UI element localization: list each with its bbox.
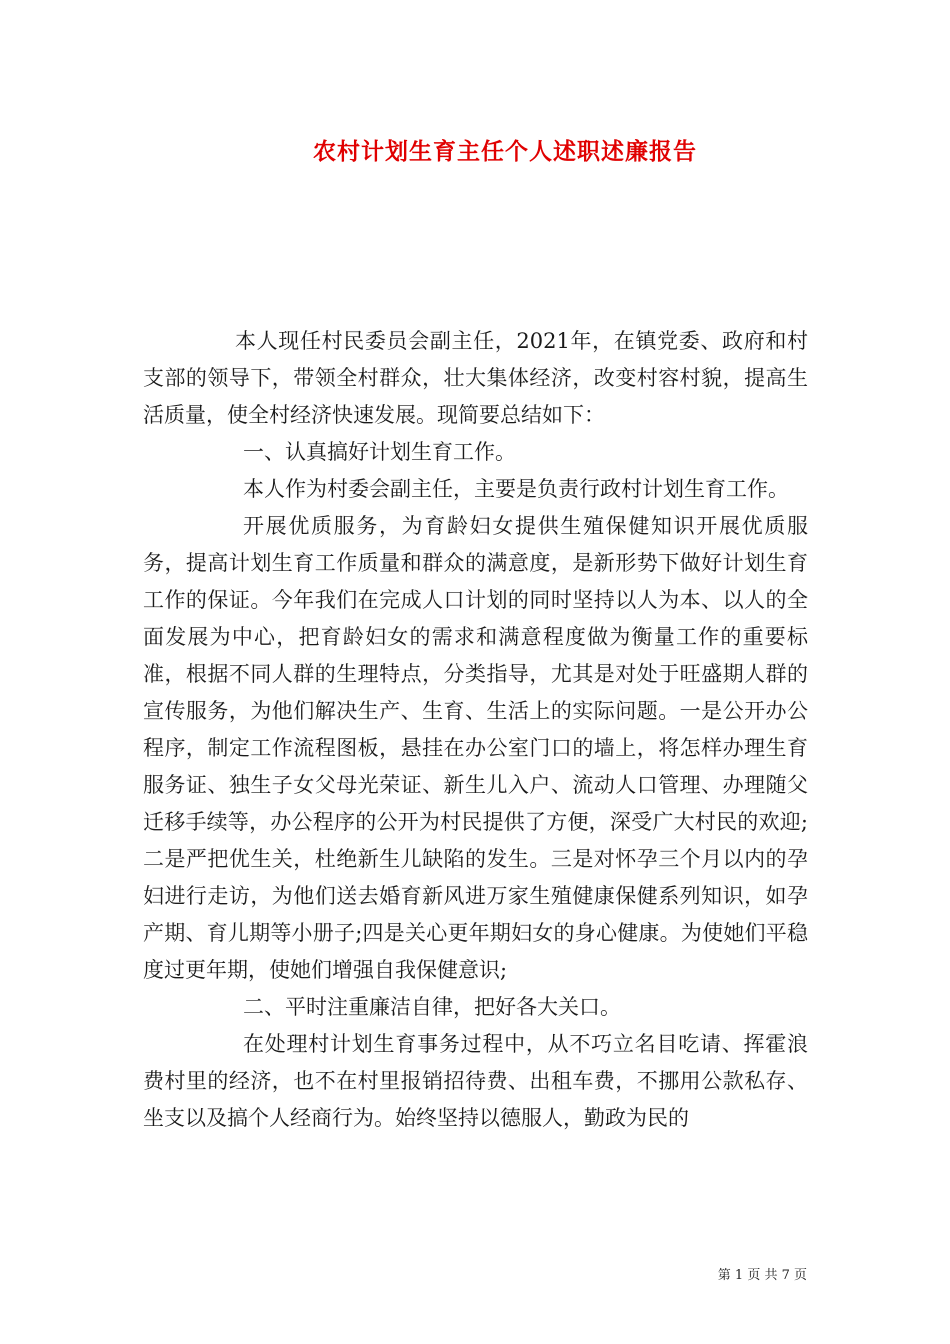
paragraph-intro: 本人现任村民委员会副主任，2021年，在镇党委、政府和村支部的领导下，带领全村群众，壮大集体经济，改变村容村貌，提高生活质量，使全村经济快速发展。现简要总结如下： [143, 329, 808, 427]
paragraph-integrity: 在处理村计划生育事务过程中，从不巧立名目吃请、挥霍浪费村里的经济，也不在村里报销招待费、出租车费，不挪用公款私存、坐支以及搞个人经商行为。始终坚持以德服人，勤政为民的 [143, 1032, 808, 1130]
paragraph-role: 本人作为村委会副主任，主要是负责行政村计划生育工作。 [243, 477, 789, 501]
section-heading-2: 二、平时注重廉洁自律，把好各大关口。 [243, 995, 621, 1019]
document-body [143, 323, 808, 1137]
document-title: 农村计划生育主任个人述职述廉报告 [313, 138, 697, 165]
paragraph-service: 开展优质服务，为育龄妇女提供生殖保健知识开展优质服务，提高计划生育工作质量和群众的满意度，是新形势下做好计划生育工作的保证。今年我们在完成人口计划的同时坚持以人为本、以人的全面发展为中心，把育龄妇女的需求和满意程度做为衡量工作的重要标准，根据不同人群的生理特点，分类指导，尤其是对处于旺盛期人群的宣传服务，为他们解决生产、生育、生活上的实际问题。一是公开办公程序，制定工作流程图板，悬挂在办公室门口的墙上，将怎样办理生育服务证、独生子女父母光荣证、新生儿入户、流动人口管理、办理随父迁移手续等，办公程序的公开为村民提供了方便，深受广大村民的欢迎;二是严把优生关，杜绝新生儿缺陷的发生。三是对怀孕三个月以内的孕妇进行走访，为他们送去婚育新风进万家生殖健康保健系列知识，如孕产期、育儿期等小册子;四是关心更年期妇女的身心健康。为使她们平稳度过更年期，使她们增强自我保健意识; [143, 514, 808, 982]
section-heading-1: 一、认真搞好计划生育工作。 [243, 440, 516, 464]
page-number: 第 1 页 共 7 页 [717, 1268, 807, 1283]
